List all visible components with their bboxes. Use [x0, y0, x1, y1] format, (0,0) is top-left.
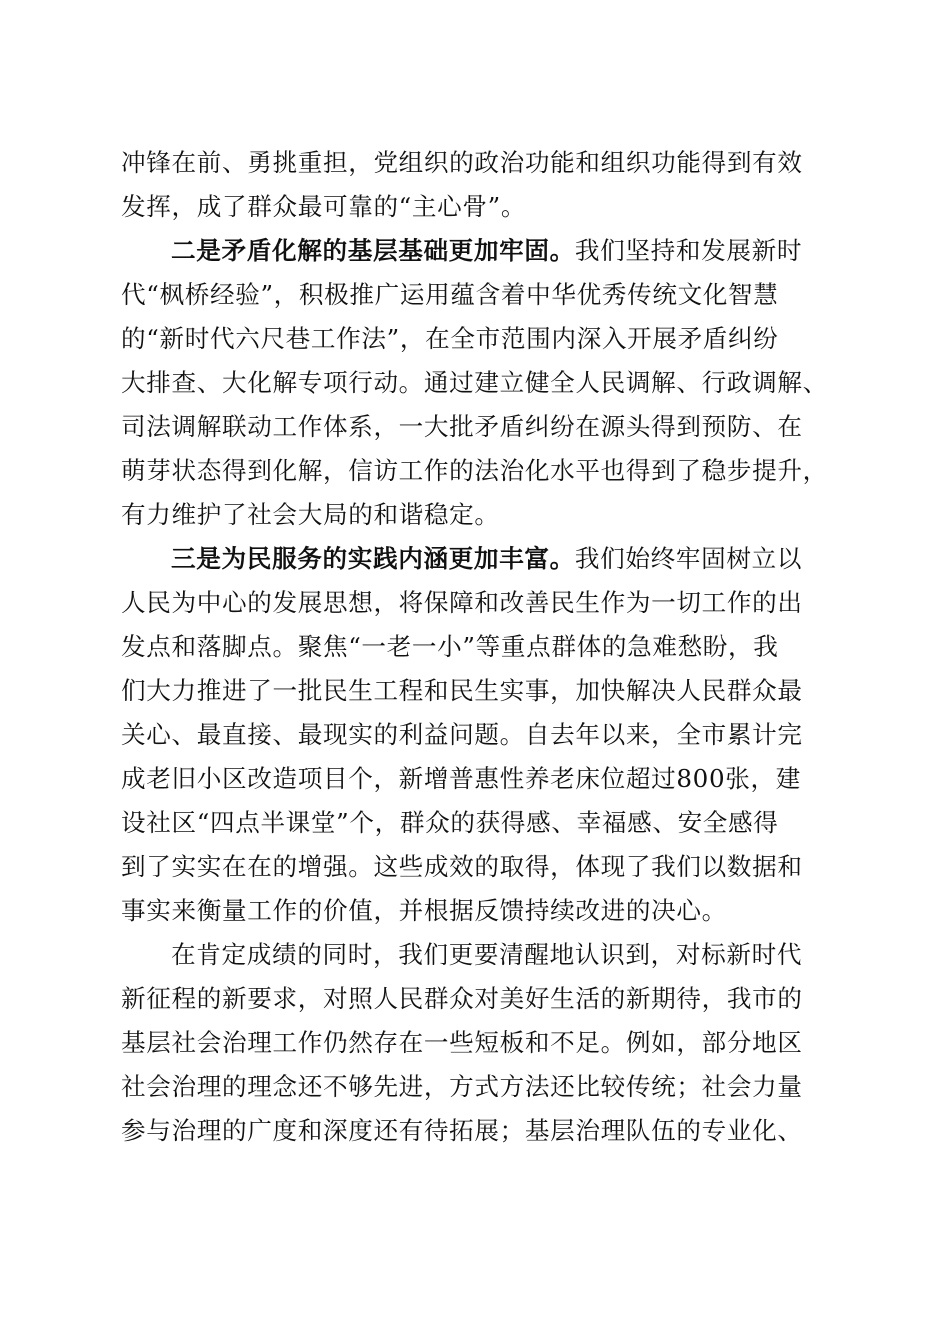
text-line: 的“新时代六尺巷工作法”，在全市范围内深入开展矛盾纠纷 — [121, 324, 779, 353]
text-line: 们大力推进了一批民生工程和民生实事，加快解决人民群众最 — [121, 676, 803, 705]
document-body — [121, 141, 836, 1153]
text-line: 大排查、大化解专项行动。通过建立健全人民调解、行政调解、 — [121, 368, 828, 397]
text-line: 参与治理的广度和深度还有待拓展；基层治理队伍的专业化、 — [121, 1116, 803, 1145]
text-line: 关心、最直接、最现实的利益问题。自去年以来，全市累计完 — [121, 720, 803, 749]
paragraph-public-service — [121, 537, 836, 933]
paragraph-continuation — [121, 141, 836, 229]
text-line: 基层社会治理工作仍然存在一些短板和不足。例如，部分地区 — [121, 1028, 803, 1057]
text-line: 冲锋在前、勇挑重担，党组织的政治功能和组织功能得到有效 — [121, 148, 803, 177]
text-line — [121, 537, 836, 581]
text-line: 萌芽状态得到化解，信访工作的法治化水平也得到了稳步提升， — [121, 456, 828, 485]
text-line — [121, 229, 836, 273]
text-span: 我们始终牢固树立以 — [574, 544, 803, 573]
text-line: 社会治理的理念还不够先进，方式方法还比较传统；社会力量 — [121, 1072, 803, 1101]
text-line: 事实来衡量工作的价值，并根据反馈持续改进的决心。 — [121, 896, 727, 925]
text-line: 司法调解联动工作体系，一大批矛盾纠纷在源头得到预防、在 — [121, 412, 803, 441]
text-line: 到了实实在在的增强。这些成效的取得，体现了我们以数据和 — [121, 852, 803, 881]
paragraph-lead-heading: 三是为民服务的实践内涵更加丰富。 — [171, 544, 575, 573]
text-line: 成老旧小区改造项目个，新增普惠性养老床位超过800张，建 — [121, 764, 801, 793]
text-line: 在肯定成绩的同时，我们更要清醒地认识到，对标新时代 — [171, 940, 803, 969]
paragraph-lead-heading: 二是矛盾化解的基层基础更加牢固。 — [171, 236, 575, 265]
text-line: 发挥，成了群众最可靠的“主心骨”。 — [121, 192, 527, 221]
paragraph-dispute-resolution — [121, 229, 836, 537]
text-line: 有力维护了社会大局的和谐稳定。 — [121, 500, 500, 529]
text-line: 发点和落脚点。聚焦“一老一小”等重点群体的急难愁盼，我 — [121, 632, 779, 661]
text-line: 代“枫桥经验”，积极推广运用蕴含着中华优秀传统文化智慧 — [121, 280, 779, 309]
text-span: 我们坚持和发展新时 — [574, 236, 803, 265]
paragraph-shortcomings — [121, 933, 836, 1153]
text-line: 新征程的新要求，对照人民群众对美好生活的新期待，我市的 — [121, 984, 803, 1013]
text-line: 设社区“四点半课堂”个，群众的获得感、幸福感、安全感得 — [121, 808, 779, 837]
text-line: 人民为中心的发展思想，将保障和改善民生作为一切工作的出 — [121, 588, 803, 617]
